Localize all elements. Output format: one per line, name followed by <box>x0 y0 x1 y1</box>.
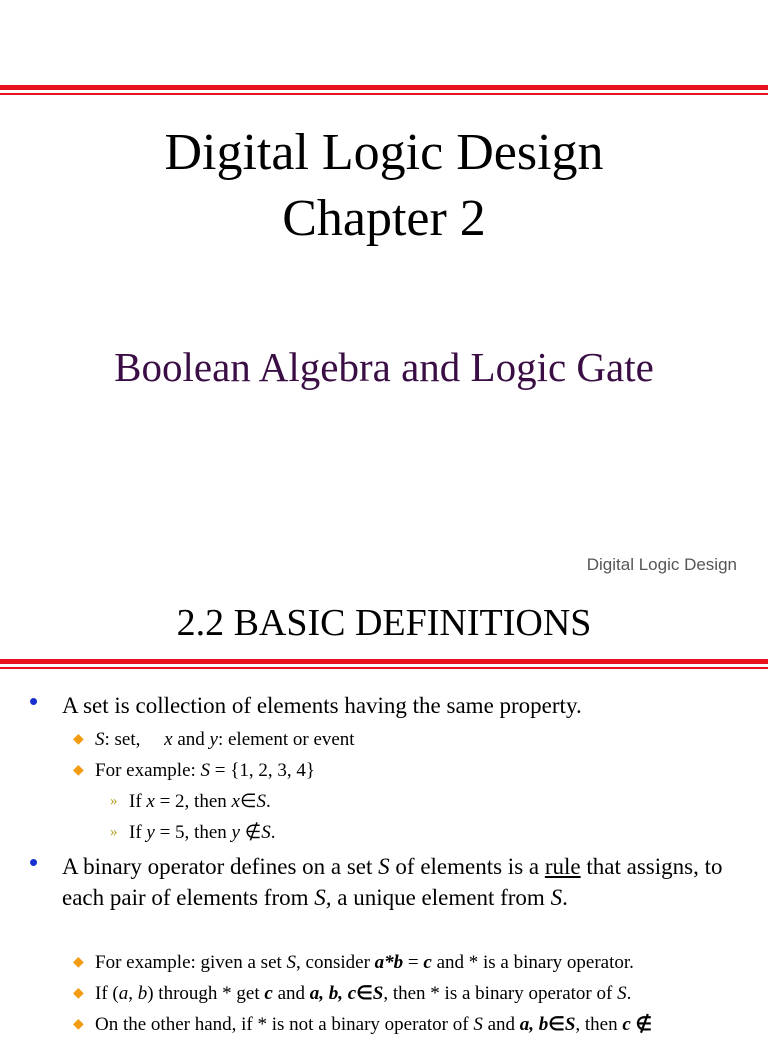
sub-bullet-operator-condition: ◆ If (a, b) through * get c and a, b, c∈S, then * is a binary operator of S. <box>95 981 631 1007</box>
bullet-dot-icon: • <box>29 686 39 716</box>
sub-bullet-operator-example: ◆ For example: given a set S, consider a*b = c and * is a binary operator. <box>95 950 634 976</box>
chevron-bullet-icon: » <box>110 824 118 840</box>
slide-footer-label: Digital Logic Design <box>586 555 737 574</box>
bullet-dot-icon: • <box>29 847 39 877</box>
section-divider-rule <box>0 659 768 669</box>
diamond-bullet-icon: ◆ <box>73 1017 84 1032</box>
bullet-binary-operator: • A binary operator defines on a set S of elements is a rule that assigns, to each pair of elements from S, a unique element from S. <box>29 847 729 910</box>
slide-title <box>0 120 768 252</box>
title-line-2: Chapter 2 <box>282 190 486 247</box>
bullet-set-definition: • A set is collection of elements having the same property. <box>29 686 582 718</box>
top-divider-rule <box>0 85 768 95</box>
title-line-1: Digital Logic Design <box>164 124 604 181</box>
slide-subtitle: Boolean Algebra and Logic Gate <box>114 344 654 390</box>
diamond-bullet-icon: ◆ <box>73 763 84 778</box>
sub-sub-bullet-y-not-in-s: » If y = 5, then y ∉S. <box>129 820 276 846</box>
chevron-bullet-icon: » <box>110 793 118 809</box>
sub-bullet-operator-counter: ◆ On the other hand, if * is not a binary operator of S and a, b∈S, then c ∉ <box>95 1012 652 1038</box>
diamond-bullet-icon: ◆ <box>73 955 84 970</box>
diamond-bullet-icon: ◆ <box>73 732 84 747</box>
sub-sub-bullet-x-in-s: » If x = 2, then x∈S. <box>129 789 271 815</box>
sub-bullet-set-example: ◆ For example: S = {1, 2, 3, 4} <box>95 758 315 784</box>
section-title: 2.2 BASIC DEFINITIONS <box>176 602 592 644</box>
diamond-bullet-icon: ◆ <box>73 986 84 1001</box>
sub-bullet-set-terms: ◆ S: set, x and y: element or event <box>95 727 355 753</box>
